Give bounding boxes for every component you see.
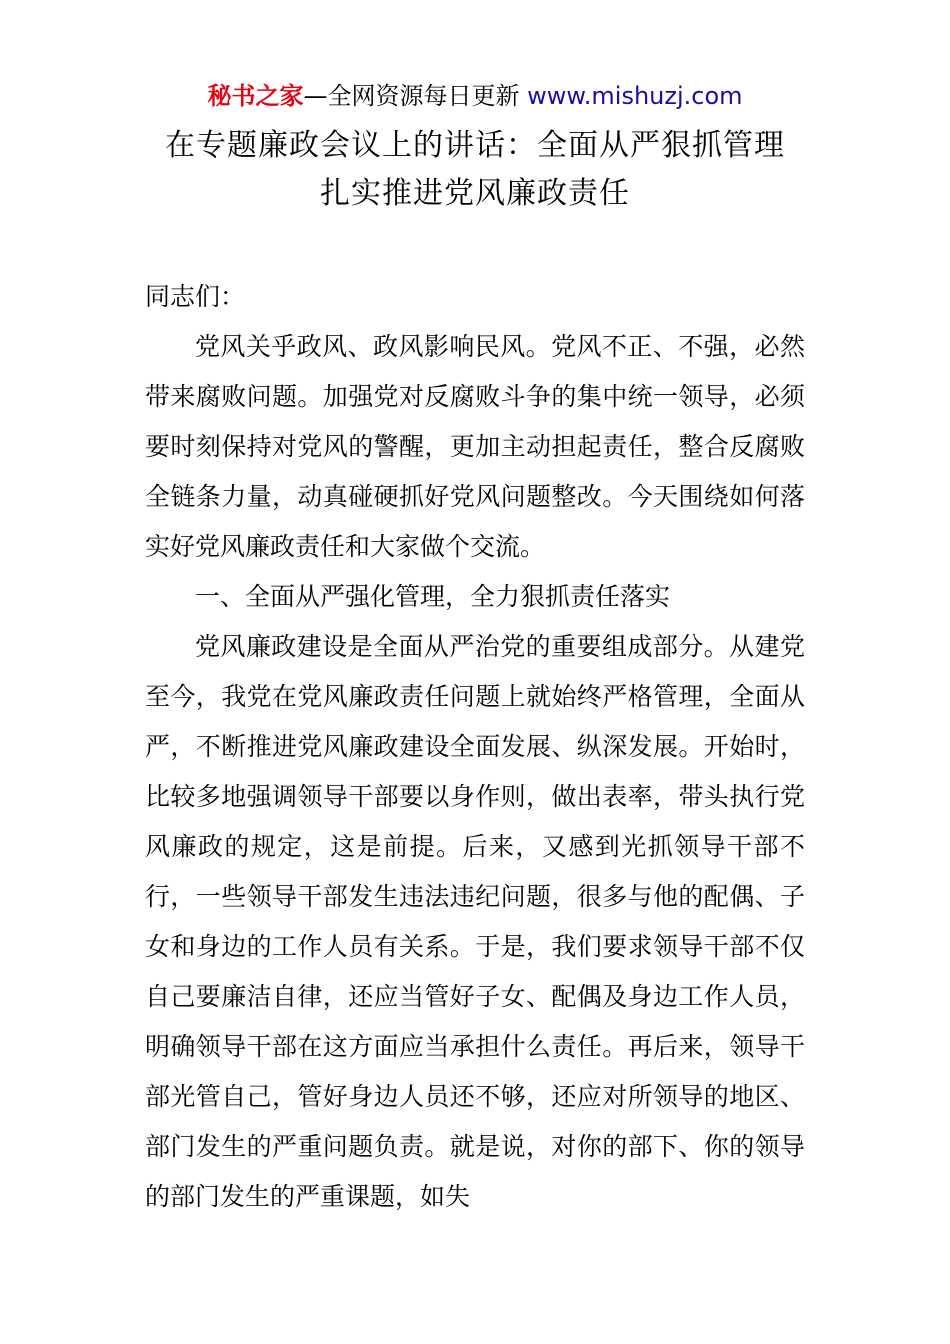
- salutation: 同志们：: [145, 282, 246, 311]
- header-tagline: —全网资源每日更新: [303, 82, 528, 110]
- title-line-1: 在专题廉政会议上的讲话：全面从严狠抓管理: [165, 128, 785, 163]
- site-header: [0, 80, 950, 112]
- document-body: [145, 272, 805, 1222]
- brand-name: 秘书之家: [207, 82, 304, 110]
- section-heading-1: 一、全面从严强化管理，全力狠抓责任落实: [195, 582, 671, 611]
- title-line-2: 扎实推进党风廉政责任: [320, 176, 630, 211]
- paragraph-section-1: 党风廉政建设是全面从严治党的重要组成部分。从建党至今，我党在党风廉政责任问题上就始终严格管理，全面从严，不断推进党风廉政建设全面发展、纵深发展。开始时，比较多地强调领导干部要以身作则，做出表率，带头执行党风廉政的规定，这是前提。后来，又感到光抓领导干部不行，一些领导干部发生违法违纪问题，很多与他的配偶、子女和身边的工作人员有关系。于是，我们要求领导干部不仅自己要廉洁自律，还应当管好子女、配偶及身边工作人员，明确领导干部在这方面应当承担什么责任。再后来，领导干部光管自己，管好身边人员还不够，还应对所领导的地区、部门发生的严重问题负责。就是说，对你的部下、你的领导的部门发生的严重课题，如失: [145, 632, 805, 1211]
- document-title: [0, 122, 950, 218]
- paragraph-intro: 党风关乎政风、政风影响民风。党风不正、不强，必然带来腐败问题。加强党对反腐败斗争的集中统一领导，必须要时刻保持对党风的警醒，更加主动担起责任，整合反腐败全链条力量，动真碰硬抓好党风问题整改。今天围绕如何落实好党风廉政责任和大家做个交流。: [145, 332, 805, 561]
- site-url-link[interactable]: www.mishuzj.com: [527, 82, 743, 110]
